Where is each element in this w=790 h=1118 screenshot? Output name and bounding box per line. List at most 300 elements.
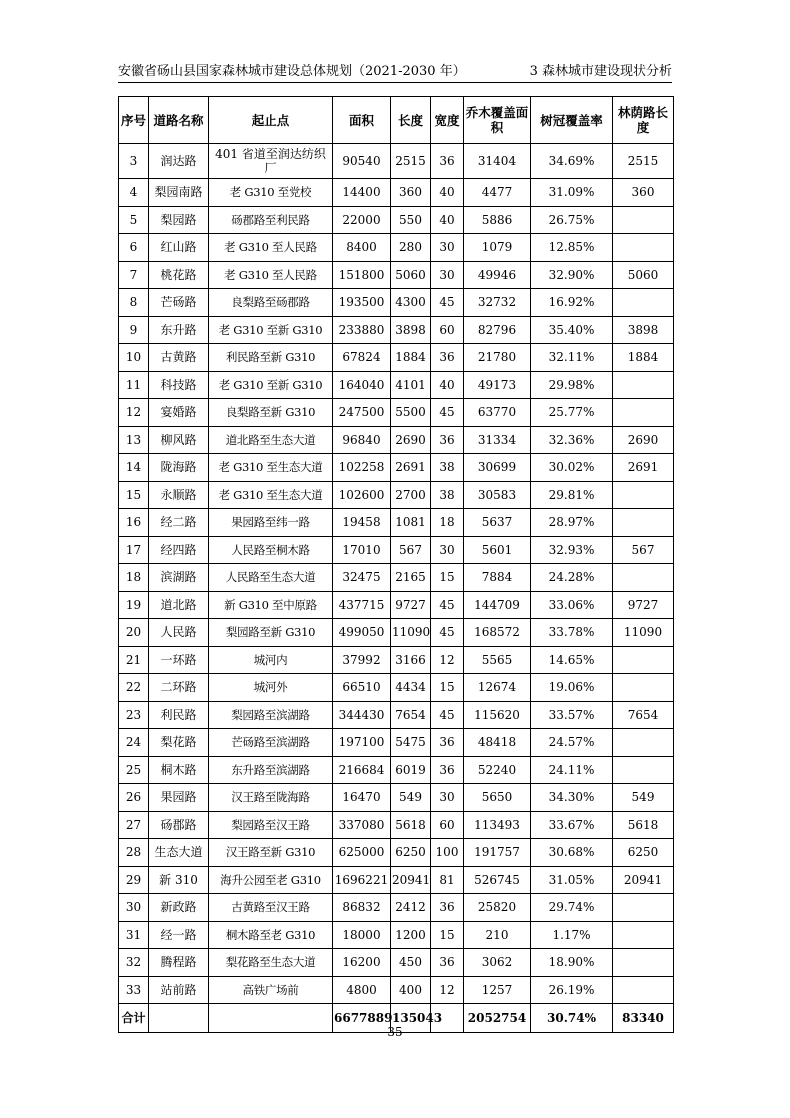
cell-seq: 30 bbox=[119, 894, 149, 922]
cell-road-name: 润达路 bbox=[149, 144, 209, 179]
cell-shaded-road-length: 20941 bbox=[613, 866, 674, 894]
cell-shaded-road-length: 1884 bbox=[613, 344, 674, 372]
cell-start-end: 401 省道至润达纺织厂 bbox=[209, 144, 333, 179]
cell-road-name: 新政路 bbox=[149, 894, 209, 922]
cell-canopy-rate: 26.19% bbox=[531, 976, 613, 1004]
cell-area: 16470 bbox=[333, 784, 391, 812]
total-cell-length: 135043 bbox=[391, 1004, 431, 1033]
cell-canopy-rate: 32.11% bbox=[531, 344, 613, 372]
cell-seq: 7 bbox=[119, 261, 149, 289]
cell-length: 1884 bbox=[391, 344, 431, 372]
cell-seq: 22 bbox=[119, 674, 149, 702]
cell-road-name: 二环路 bbox=[149, 674, 209, 702]
cell-start-end: 利民路至新 G310 bbox=[209, 344, 333, 372]
cell-width: 45 bbox=[431, 619, 464, 647]
cell-canopy-rate: 32.90% bbox=[531, 261, 613, 289]
cell-area: 151800 bbox=[333, 261, 391, 289]
cell-canopy-rate: 30.02% bbox=[531, 454, 613, 482]
cell-area: 197100 bbox=[333, 729, 391, 757]
cell-width: 36 bbox=[431, 949, 464, 977]
table-row bbox=[119, 674, 674, 702]
cell-length: 6019 bbox=[391, 756, 431, 784]
cell-width: 45 bbox=[431, 701, 464, 729]
table-row bbox=[119, 481, 674, 509]
table-row bbox=[119, 646, 674, 674]
cell-road-name: 永顺路 bbox=[149, 481, 209, 509]
cell-length: 9727 bbox=[391, 591, 431, 619]
cell-road-name: 新 310 bbox=[149, 866, 209, 894]
cell-tree-cover-area: 5565 bbox=[464, 646, 531, 674]
cell-start-end: 城河内 bbox=[209, 646, 333, 674]
cell-area: 233880 bbox=[333, 316, 391, 344]
cell-seq: 11 bbox=[119, 371, 149, 399]
cell-canopy-rate: 12.85% bbox=[531, 234, 613, 262]
cell-start-end: 汉王路至陇海路 bbox=[209, 784, 333, 812]
cell-length: 4300 bbox=[391, 289, 431, 317]
cell-area: 14400 bbox=[333, 179, 391, 207]
table-row bbox=[119, 454, 674, 482]
cell-road-name: 道北路 bbox=[149, 591, 209, 619]
cell-road-name: 宴婚路 bbox=[149, 399, 209, 427]
cell-start-end: 梨园路至汉王路 bbox=[209, 811, 333, 839]
cell-shaded-road-length: 9727 bbox=[613, 591, 674, 619]
cell-seq: 29 bbox=[119, 866, 149, 894]
cell-tree-cover-area: 144709 bbox=[464, 591, 531, 619]
cell-canopy-rate: 33.67% bbox=[531, 811, 613, 839]
cell-road-name: 经二路 bbox=[149, 509, 209, 537]
cell-road-name: 梨花路 bbox=[149, 729, 209, 757]
cell-road-name: 梨园南路 bbox=[149, 179, 209, 207]
cell-length: 4434 bbox=[391, 674, 431, 702]
cell-tree-cover-area: 31404 bbox=[464, 144, 531, 179]
cell-canopy-rate: 33.06% bbox=[531, 591, 613, 619]
cell-area: 86832 bbox=[333, 894, 391, 922]
cell-road-name: 东升路 bbox=[149, 316, 209, 344]
cell-canopy-rate: 35.40% bbox=[531, 316, 613, 344]
cell-start-end: 芒砀路至滨湖路 bbox=[209, 729, 333, 757]
cell-seq: 13 bbox=[119, 426, 149, 454]
cell-length: 2412 bbox=[391, 894, 431, 922]
cell-length: 5500 bbox=[391, 399, 431, 427]
cell-tree-cover-area: 3062 bbox=[464, 949, 531, 977]
cell-start-end: 道北路至生态大道 bbox=[209, 426, 333, 454]
cell-length: 450 bbox=[391, 949, 431, 977]
cell-seq: 18 bbox=[119, 564, 149, 592]
cell-tree-cover-area: 113493 bbox=[464, 811, 531, 839]
cell-length: 5475 bbox=[391, 729, 431, 757]
cell-start-end: 人民路至生态大道 bbox=[209, 564, 333, 592]
cell-area: 32475 bbox=[333, 564, 391, 592]
cell-road-name: 经四路 bbox=[149, 536, 209, 564]
cell-shaded-road-length bbox=[613, 234, 674, 262]
cell-start-end: 老 G310 至生态大道 bbox=[209, 481, 333, 509]
cell-road-name: 滨湖路 bbox=[149, 564, 209, 592]
cell-length: 550 bbox=[391, 206, 431, 234]
cell-length: 360 bbox=[391, 179, 431, 207]
cell-length: 2165 bbox=[391, 564, 431, 592]
table-row bbox=[119, 536, 674, 564]
cell-seq: 9 bbox=[119, 316, 149, 344]
cell-shaded-road-length bbox=[613, 729, 674, 757]
cell-road-name: 柳风路 bbox=[149, 426, 209, 454]
cell-shaded-road-length: 567 bbox=[613, 536, 674, 564]
cell-width: 36 bbox=[431, 894, 464, 922]
header-document-title: 安徽省砀山县国家森林城市建设总体规划（2021-2030 年） bbox=[118, 64, 466, 79]
cell-start-end: 人民路至桐木路 bbox=[209, 536, 333, 564]
cell-tree-cover-area: 1257 bbox=[464, 976, 531, 1004]
cell-width: 40 bbox=[431, 371, 464, 399]
cell-area: 499050 bbox=[333, 619, 391, 647]
cell-tree-cover-area: 31334 bbox=[464, 426, 531, 454]
cell-start-end: 老 G310 至人民路 bbox=[209, 261, 333, 289]
cell-canopy-rate: 16.92% bbox=[531, 289, 613, 317]
table-row bbox=[119, 261, 674, 289]
cell-length: 2690 bbox=[391, 426, 431, 454]
cell-start-end: 新 G310 至中原路 bbox=[209, 591, 333, 619]
cell-shaded-road-length bbox=[613, 206, 674, 234]
column-header-seq: 序号 bbox=[119, 97, 149, 144]
cell-seq: 19 bbox=[119, 591, 149, 619]
cell-road-name: 经一路 bbox=[149, 921, 209, 949]
table-row bbox=[119, 426, 674, 454]
cell-shaded-road-length: 3898 bbox=[613, 316, 674, 344]
cell-shaded-road-length: 2515 bbox=[613, 144, 674, 179]
cell-canopy-rate: 19.06% bbox=[531, 674, 613, 702]
table-row bbox=[119, 866, 674, 894]
cell-canopy-rate: 33.57% bbox=[531, 701, 613, 729]
cell-area: 66510 bbox=[333, 674, 391, 702]
cell-width: 45 bbox=[431, 289, 464, 317]
cell-width: 40 bbox=[431, 206, 464, 234]
cell-road-name: 桐木路 bbox=[149, 756, 209, 784]
cell-road-name: 红山路 bbox=[149, 234, 209, 262]
cell-seq: 21 bbox=[119, 646, 149, 674]
column-header-road-name: 道路名称 bbox=[149, 97, 209, 144]
cell-shaded-road-length: 549 bbox=[613, 784, 674, 812]
cell-area: 247500 bbox=[333, 399, 391, 427]
cell-seq: 28 bbox=[119, 839, 149, 867]
table-row bbox=[119, 756, 674, 784]
cell-shaded-road-length bbox=[613, 976, 674, 1004]
table-row bbox=[119, 144, 674, 179]
cell-tree-cover-area: 82796 bbox=[464, 316, 531, 344]
cell-tree-cover-area: 5650 bbox=[464, 784, 531, 812]
header-section-title: 3 森林城市建设现状分析 bbox=[529, 64, 672, 79]
cell-width: 18 bbox=[431, 509, 464, 537]
cell-area: 16200 bbox=[333, 949, 391, 977]
cell-road-name: 人民路 bbox=[149, 619, 209, 647]
cell-width: 36 bbox=[431, 144, 464, 179]
cell-road-name: 果园路 bbox=[149, 784, 209, 812]
cell-start-end: 良梨路至砀郡路 bbox=[209, 289, 333, 317]
column-header-shaded-road-length: 林荫路长度 bbox=[613, 97, 674, 144]
table-row bbox=[119, 894, 674, 922]
cell-length: 4101 bbox=[391, 371, 431, 399]
cell-length: 11090 bbox=[391, 619, 431, 647]
cell-width: 15 bbox=[431, 674, 464, 702]
column-header-area: 面积 bbox=[333, 97, 391, 144]
cell-road-name: 古黄路 bbox=[149, 344, 209, 372]
cell-canopy-rate: 32.93% bbox=[531, 536, 613, 564]
cell-canopy-rate: 29.98% bbox=[531, 371, 613, 399]
cell-length: 549 bbox=[391, 784, 431, 812]
table-row bbox=[119, 921, 674, 949]
cell-area: 102258 bbox=[333, 454, 391, 482]
cell-tree-cover-area: 7884 bbox=[464, 564, 531, 592]
cell-length: 5618 bbox=[391, 811, 431, 839]
cell-canopy-rate: 24.28% bbox=[531, 564, 613, 592]
cell-start-end: 古黄路至汉王路 bbox=[209, 894, 333, 922]
cell-seq: 8 bbox=[119, 289, 149, 317]
cell-shaded-road-length bbox=[613, 289, 674, 317]
cell-width: 36 bbox=[431, 426, 464, 454]
cell-tree-cover-area: 4477 bbox=[464, 179, 531, 207]
cell-length: 2691 bbox=[391, 454, 431, 482]
cell-start-end: 梨花路至生态大道 bbox=[209, 949, 333, 977]
cell-road-name: 桃花路 bbox=[149, 261, 209, 289]
cell-length: 7654 bbox=[391, 701, 431, 729]
cell-start-end: 桐木路至老 G310 bbox=[209, 921, 333, 949]
cell-tree-cover-area: 30583 bbox=[464, 481, 531, 509]
cell-road-name: 腾程路 bbox=[149, 949, 209, 977]
cell-tree-cover-area: 12674 bbox=[464, 674, 531, 702]
cell-road-name: 砀郡路 bbox=[149, 811, 209, 839]
cell-tree-cover-area: 168572 bbox=[464, 619, 531, 647]
cell-start-end: 高铁广场前 bbox=[209, 976, 333, 1004]
cell-start-end: 梨园路至新 G310 bbox=[209, 619, 333, 647]
cell-canopy-rate: 24.11% bbox=[531, 756, 613, 784]
table-row bbox=[119, 949, 674, 977]
table-row bbox=[119, 729, 674, 757]
table-row bbox=[119, 591, 674, 619]
cell-tree-cover-area: 526745 bbox=[464, 866, 531, 894]
cell-width: 60 bbox=[431, 316, 464, 344]
cell-canopy-rate: 14.65% bbox=[531, 646, 613, 674]
cell-start-end: 汉王路至新 G310 bbox=[209, 839, 333, 867]
cell-road-name: 利民路 bbox=[149, 701, 209, 729]
cell-canopy-rate: 33.78% bbox=[531, 619, 613, 647]
cell-tree-cover-area: 21780 bbox=[464, 344, 531, 372]
cell-seq: 6 bbox=[119, 234, 149, 262]
cell-area: 17010 bbox=[333, 536, 391, 564]
column-header-start-end: 起止点 bbox=[209, 97, 333, 144]
total-cell-area: 6677889 bbox=[333, 1004, 391, 1033]
cell-area: 19458 bbox=[333, 509, 391, 537]
cell-road-name: 科技路 bbox=[149, 371, 209, 399]
cell-start-end: 果园路至纬一路 bbox=[209, 509, 333, 537]
cell-length: 3898 bbox=[391, 316, 431, 344]
cell-tree-cover-area: 25820 bbox=[464, 894, 531, 922]
cell-length: 3166 bbox=[391, 646, 431, 674]
cell-width: 60 bbox=[431, 811, 464, 839]
cell-length: 567 bbox=[391, 536, 431, 564]
cell-start-end: 老 G310 至生态大道 bbox=[209, 454, 333, 482]
cell-seq: 14 bbox=[119, 454, 149, 482]
cell-shaded-road-length bbox=[613, 481, 674, 509]
cell-width: 40 bbox=[431, 179, 464, 207]
table-row bbox=[119, 839, 674, 867]
cell-tree-cover-area: 5886 bbox=[464, 206, 531, 234]
cell-shaded-road-length bbox=[613, 921, 674, 949]
cell-start-end: 老 G310 至人民路 bbox=[209, 234, 333, 262]
cell-shaded-road-length: 360 bbox=[613, 179, 674, 207]
cell-seq: 15 bbox=[119, 481, 149, 509]
cell-seq: 20 bbox=[119, 619, 149, 647]
cell-width: 81 bbox=[431, 866, 464, 894]
table-body bbox=[119, 144, 674, 1033]
total-cell-shaded-road-length: 83340 bbox=[613, 1004, 674, 1033]
table-row bbox=[119, 701, 674, 729]
cell-area: 67824 bbox=[333, 344, 391, 372]
cell-shaded-road-length bbox=[613, 399, 674, 427]
cell-seq: 10 bbox=[119, 344, 149, 372]
cell-start-end: 老 G310 至党校 bbox=[209, 179, 333, 207]
cell-area: 337080 bbox=[333, 811, 391, 839]
cell-length: 1200 bbox=[391, 921, 431, 949]
cell-length: 2700 bbox=[391, 481, 431, 509]
cell-area: 625000 bbox=[333, 839, 391, 867]
table-row bbox=[119, 509, 674, 537]
total-cell-tree-cover-area: 2052754 bbox=[464, 1004, 531, 1033]
cell-length: 20941 bbox=[391, 866, 431, 894]
cell-canopy-rate: 30.68% bbox=[531, 839, 613, 867]
cell-area: 90540 bbox=[333, 144, 391, 179]
cell-shaded-road-length: 7654 bbox=[613, 701, 674, 729]
cell-tree-cover-area: 48418 bbox=[464, 729, 531, 757]
table-header-row bbox=[119, 97, 674, 144]
cell-shaded-road-length bbox=[613, 756, 674, 784]
cell-start-end: 砀郡路至利民路 bbox=[209, 206, 333, 234]
cell-area: 1696221 bbox=[333, 866, 391, 894]
cell-canopy-rate: 34.69% bbox=[531, 144, 613, 179]
page-number: 35 bbox=[387, 1025, 403, 1039]
cell-width: 30 bbox=[431, 784, 464, 812]
cell-shaded-road-length bbox=[613, 949, 674, 977]
cell-canopy-rate: 31.05% bbox=[531, 866, 613, 894]
cell-seq: 32 bbox=[119, 949, 149, 977]
cell-width: 30 bbox=[431, 536, 464, 564]
table-row bbox=[119, 289, 674, 317]
cell-width: 12 bbox=[431, 976, 464, 1004]
cell-length: 280 bbox=[391, 234, 431, 262]
cell-width: 45 bbox=[431, 591, 464, 619]
table-row bbox=[119, 344, 674, 372]
cell-length: 5060 bbox=[391, 261, 431, 289]
cell-length: 400 bbox=[391, 976, 431, 1004]
cell-length: 2515 bbox=[391, 144, 431, 179]
cell-shaded-road-length bbox=[613, 674, 674, 702]
cell-tree-cover-area: 30699 bbox=[464, 454, 531, 482]
cell-seq: 24 bbox=[119, 729, 149, 757]
cell-width: 36 bbox=[431, 756, 464, 784]
cell-area: 216684 bbox=[333, 756, 391, 784]
table-row bbox=[119, 399, 674, 427]
cell-area: 437715 bbox=[333, 591, 391, 619]
column-header-canopy-rate: 树冠覆盖率 bbox=[531, 97, 613, 144]
cell-width: 45 bbox=[431, 399, 464, 427]
cell-tree-cover-area: 5637 bbox=[464, 509, 531, 537]
cell-canopy-rate: 24.57% bbox=[531, 729, 613, 757]
cell-tree-cover-area: 32732 bbox=[464, 289, 531, 317]
cell-tree-cover-area: 210 bbox=[464, 921, 531, 949]
cell-area: 344430 bbox=[333, 701, 391, 729]
cell-shaded-road-length: 5060 bbox=[613, 261, 674, 289]
table-row bbox=[119, 371, 674, 399]
table-row bbox=[119, 179, 674, 207]
cell-tree-cover-area: 49173 bbox=[464, 371, 531, 399]
page-header bbox=[118, 60, 672, 83]
cell-tree-cover-area: 5601 bbox=[464, 536, 531, 564]
cell-canopy-rate: 18.90% bbox=[531, 949, 613, 977]
column-header-length: 长度 bbox=[391, 97, 431, 144]
cell-area: 102600 bbox=[333, 481, 391, 509]
cell-tree-cover-area: 52240 bbox=[464, 756, 531, 784]
cell-width: 30 bbox=[431, 261, 464, 289]
cell-seq: 16 bbox=[119, 509, 149, 537]
cell-shaded-road-length bbox=[613, 564, 674, 592]
cell-seq: 23 bbox=[119, 701, 149, 729]
column-header-width: 宽度 bbox=[431, 97, 464, 144]
table-row bbox=[119, 976, 674, 1004]
cell-seq: 3 bbox=[119, 144, 149, 179]
table-row bbox=[119, 234, 674, 262]
table-row bbox=[119, 811, 674, 839]
cell-road-name: 梨园路 bbox=[149, 206, 209, 234]
cell-road-name: 站前路 bbox=[149, 976, 209, 1004]
cell-start-end: 海升公园至老 G310 bbox=[209, 866, 333, 894]
cell-tree-cover-area: 115620 bbox=[464, 701, 531, 729]
cell-canopy-rate: 32.36% bbox=[531, 426, 613, 454]
table-row bbox=[119, 316, 674, 344]
cell-area: 96840 bbox=[333, 426, 391, 454]
cell-canopy-rate: 29.81% bbox=[531, 481, 613, 509]
cell-width: 38 bbox=[431, 454, 464, 482]
cell-shaded-road-length: 2691 bbox=[613, 454, 674, 482]
cell-canopy-rate: 31.09% bbox=[531, 179, 613, 207]
cell-canopy-rate: 34.30% bbox=[531, 784, 613, 812]
cell-road-name: 一环路 bbox=[149, 646, 209, 674]
cell-seq: 33 bbox=[119, 976, 149, 1004]
cell-width: 15 bbox=[431, 921, 464, 949]
cell-length: 1081 bbox=[391, 509, 431, 537]
cell-seq: 26 bbox=[119, 784, 149, 812]
cell-start-end: 梨园路至滨湖路 bbox=[209, 701, 333, 729]
cell-shaded-road-length: 6250 bbox=[613, 839, 674, 867]
cell-area: 22000 bbox=[333, 206, 391, 234]
road-statistics-table bbox=[118, 96, 674, 1033]
cell-seq: 4 bbox=[119, 179, 149, 207]
cell-canopy-rate: 1.17% bbox=[531, 921, 613, 949]
table-row bbox=[119, 619, 674, 647]
cell-road-name: 陇海路 bbox=[149, 454, 209, 482]
total-cell-canopy-rate: 30.74% bbox=[531, 1004, 613, 1033]
cell-tree-cover-area: 49946 bbox=[464, 261, 531, 289]
cell-seq: 12 bbox=[119, 399, 149, 427]
total-cell-seq: 合计 bbox=[119, 1004, 149, 1033]
cell-seq: 31 bbox=[119, 921, 149, 949]
column-header-tree-cover-area: 乔木覆盖面积 bbox=[464, 97, 531, 144]
cell-width: 36 bbox=[431, 344, 464, 372]
cell-tree-cover-area: 191757 bbox=[464, 839, 531, 867]
cell-shaded-road-length bbox=[613, 509, 674, 537]
cell-area: 164040 bbox=[333, 371, 391, 399]
cell-road-name: 芒砀路 bbox=[149, 289, 209, 317]
table-row bbox=[119, 206, 674, 234]
cell-start-end: 城河外 bbox=[209, 674, 333, 702]
cell-start-end: 老 G310 至新 G310 bbox=[209, 371, 333, 399]
cell-canopy-rate: 26.75% bbox=[531, 206, 613, 234]
table-row bbox=[119, 784, 674, 812]
